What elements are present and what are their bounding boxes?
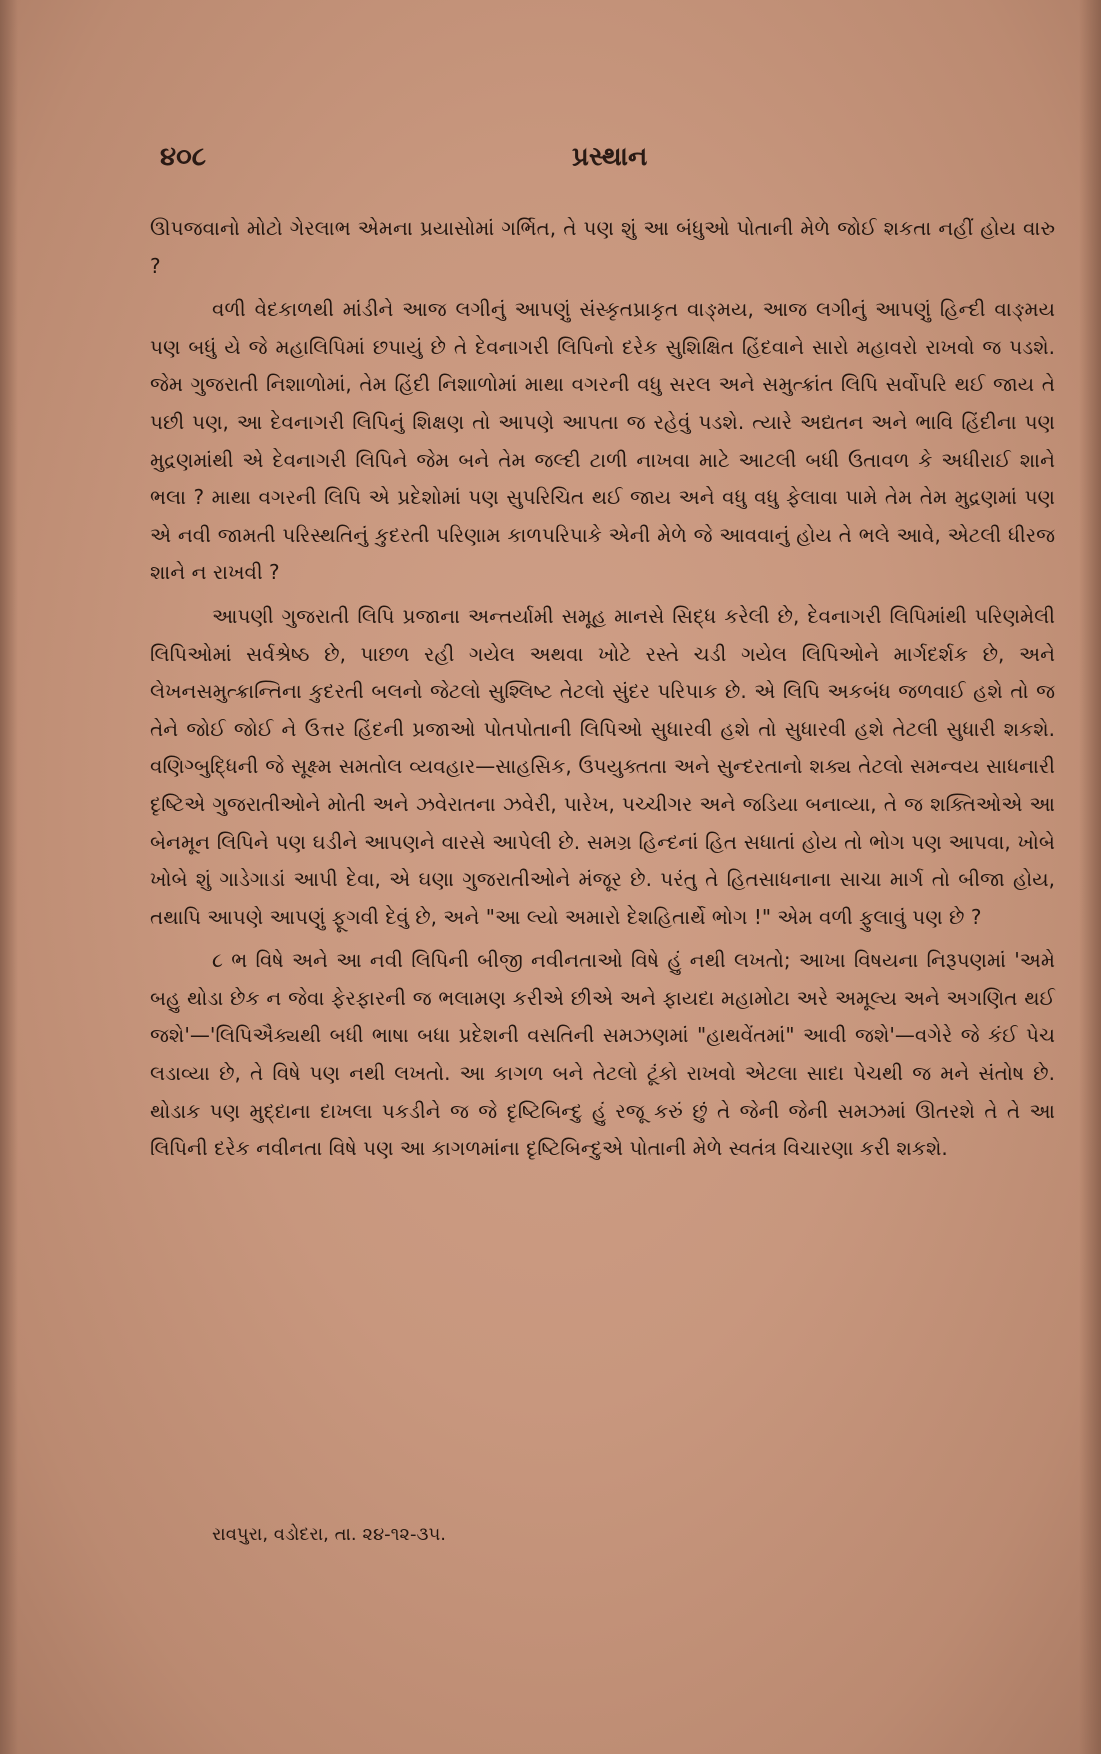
place-date-signoff: રાવપુરા, વડોદરા, તા. ૨૪-૧૨-૩૫. <box>212 1524 447 1545</box>
paragraph-continuation: ઊપજવાનો મોટો ગેરલાભ એમના પ્રયાસોમાં ગર્ભિત, તે પણ શું આ બંધુઓ પોતાની મેળે જોઈ શકતા નહીં હોય વારુ ? <box>150 216 1055 278</box>
running-title: પ્રસ્થાન <box>572 142 648 172</box>
page-edge-shadow-right <box>1079 0 1101 1754</box>
paragraph: ૮ ભ વિષે અને આ નવી લિપિની બીજી નવીનતાઓ વિષે હું નથી લખતો; આખા વિષયના નિરૂપણમાં 'અમે બહુ થોડા છેક ન જેવા ફેરફારની જ ભલામણ કરીએ છીએ અને ફાયદા મહામોટા અરે અમૂલ્ય અને અગણિત થઈ જશે'—'લિપિઐક્યથી બધી ભાષા બધા પ્રદેશની વસતિની સમઝણમાં "હાથવેંતમાં" આવી જશે'—વગેરે જે કંઈ પેચ લડાવ્યા છે, તે વિષે પણ નથી લખતો. આ કાગળ બને તેટલો ટૂંકો રાખવો એટલા સાદા પેચથી જ મને સંતોષ છે. થોડાક પણ મુદ્દાના દાખલા પકડીને જ જે દૃષ્ટિબિન્દુ હું રજૂ કરું છું તે જેની જેની સમઝમાં ઊતરશે તે તે આ લિપિની દરેક નવીનતા વિષે પણ આ કાગળમાંના દૃષ્ટિબિન્દુએ પોતાની મેળે સ્વતંત્ર વિચારણા કરી શકશે. <box>150 948 1055 1161</box>
page-header <box>150 142 1070 182</box>
page-number: ૪૦૮ <box>160 142 207 172</box>
body-text <box>150 210 1055 1174</box>
paragraph: આપણી ગુજરાતી લિપિ પ્રજાના અન્તર્યામી સમૂહ માનસે સિદ્ધ કરેલી છે, દેવનાગરી લિપિમાંથી પરિણમેલી લિપિઓમાં સર્વશ્રેષ્ઠ છે, પાછળ રહી ગયેલ અથવા ખોટે રસ્તે ચડી ગયેલ લિપિઓને માર્ગદર્શક છે, અને લેખનસમુત્ક્રાન્તિના કુદરતી બલનો જેટલો સુશ્લિષ્ટ તેટલો સુંદર પરિપાક છે. એ લિપિ અકબંધ જળવાઈ હશે તો જ તેને જોઈ જોઈ ને ઉત્તર હિંદની પ્રજાઓ પોતપોતાની લિપિઓ સુધારવી હશે તો સુધારવી હશે તેટલી સુધારી શકશે. વણિગ્બુદ્ધિની જે સૂક્ષ્મ સમતોલ વ્યવહાર—સાહસિક, ઉપયુક્તતા અને સુન્દરતાનો શક્ય તેટલો સમન્વય સાધનારી દૃષ્ટિએ ગુજરાતીઓને મોતી અને ઝવેરાતના ઝવેરી, પારેખ, પચ્ચીગર અને જડિયા બનાવ્યા, તે જ શક્તિઓએ આ બેનમૂન લિપિને પણ ઘડીને આપણને વારસે આપેલી છે. સમગ્ર હિન્દનાં હિત સધાતાં હોય તો ભોગ પણ આપવા, ખોબે ખોબે શું ગાડેગાડાં આપી દેવા, એ ઘણા ગુજરાતીઓને મંજૂર છે. પરંતુ તે હિતસાધનાના સાચા માર્ગ તો બીજા હોય, તથાપિ આપણે આપણું ફૂગવી દેવું છે, અને "આ લ્યો અમારો દેશહિતાર્થે ભોગ !" એમ વળી ફુલાવું પણ છે ? <box>150 603 1055 929</box>
page-edge-shadow-left <box>0 0 18 1754</box>
paragraph: વળી વેદકાળથી માંડીને આજ લગીનું આપણું સંસ્કૃતપ્રાકૃત વાઙ્મય, આજ લગીનું આપણું હિન્દી વાઙ્મય પણ બધું યે જે મહાલિપિમાં છપાયું છે તે દેવનાગરી લિપિનો દરેક સુશિક્ષિત હિંદવાને સારો મહાવરો રાખવો જ પડશે. જેમ ગુજરાતી નિશાળોમાં, તેમ હિંદી નિશાળોમાં માથા વગરની વધુ સરલ અને સમુત્ક્રાંત લિપિ સર્વોપરિ થઈ જાય તે પછી પણ, આ દેવનાગરી લિપિનું શિક્ષણ તો આપણે આપતા જ રહેવું પડશે. ત્યારે અદ્યતન અને ભાવિ હિંદીના પણ મુદ્રણમાંથી એ દેવનાગરી લિપિને જેમ બને તેમ જલ્દી ટાળી નાખવા માટે આટલી બધી ઉતાવળ કે અધીરાઈ શાને ભલા ? માથા વગરની લિપિ એ પ્રદેશોમાં પણ સુપરિચિત થઈ જાય અને વધુ વધુ ફેલાવા પામે તેમ તેમ મુદ્રણમાં પણ એ નવી જામતી પરિસ્થતિનું કુદરતી પરિણામ કાળપરિપાકે એની મેળે જે આવવાનું હોય તે ભલે આવે, એટલી ધીરજ શાને ન રાખવી ? <box>150 297 1055 585</box>
